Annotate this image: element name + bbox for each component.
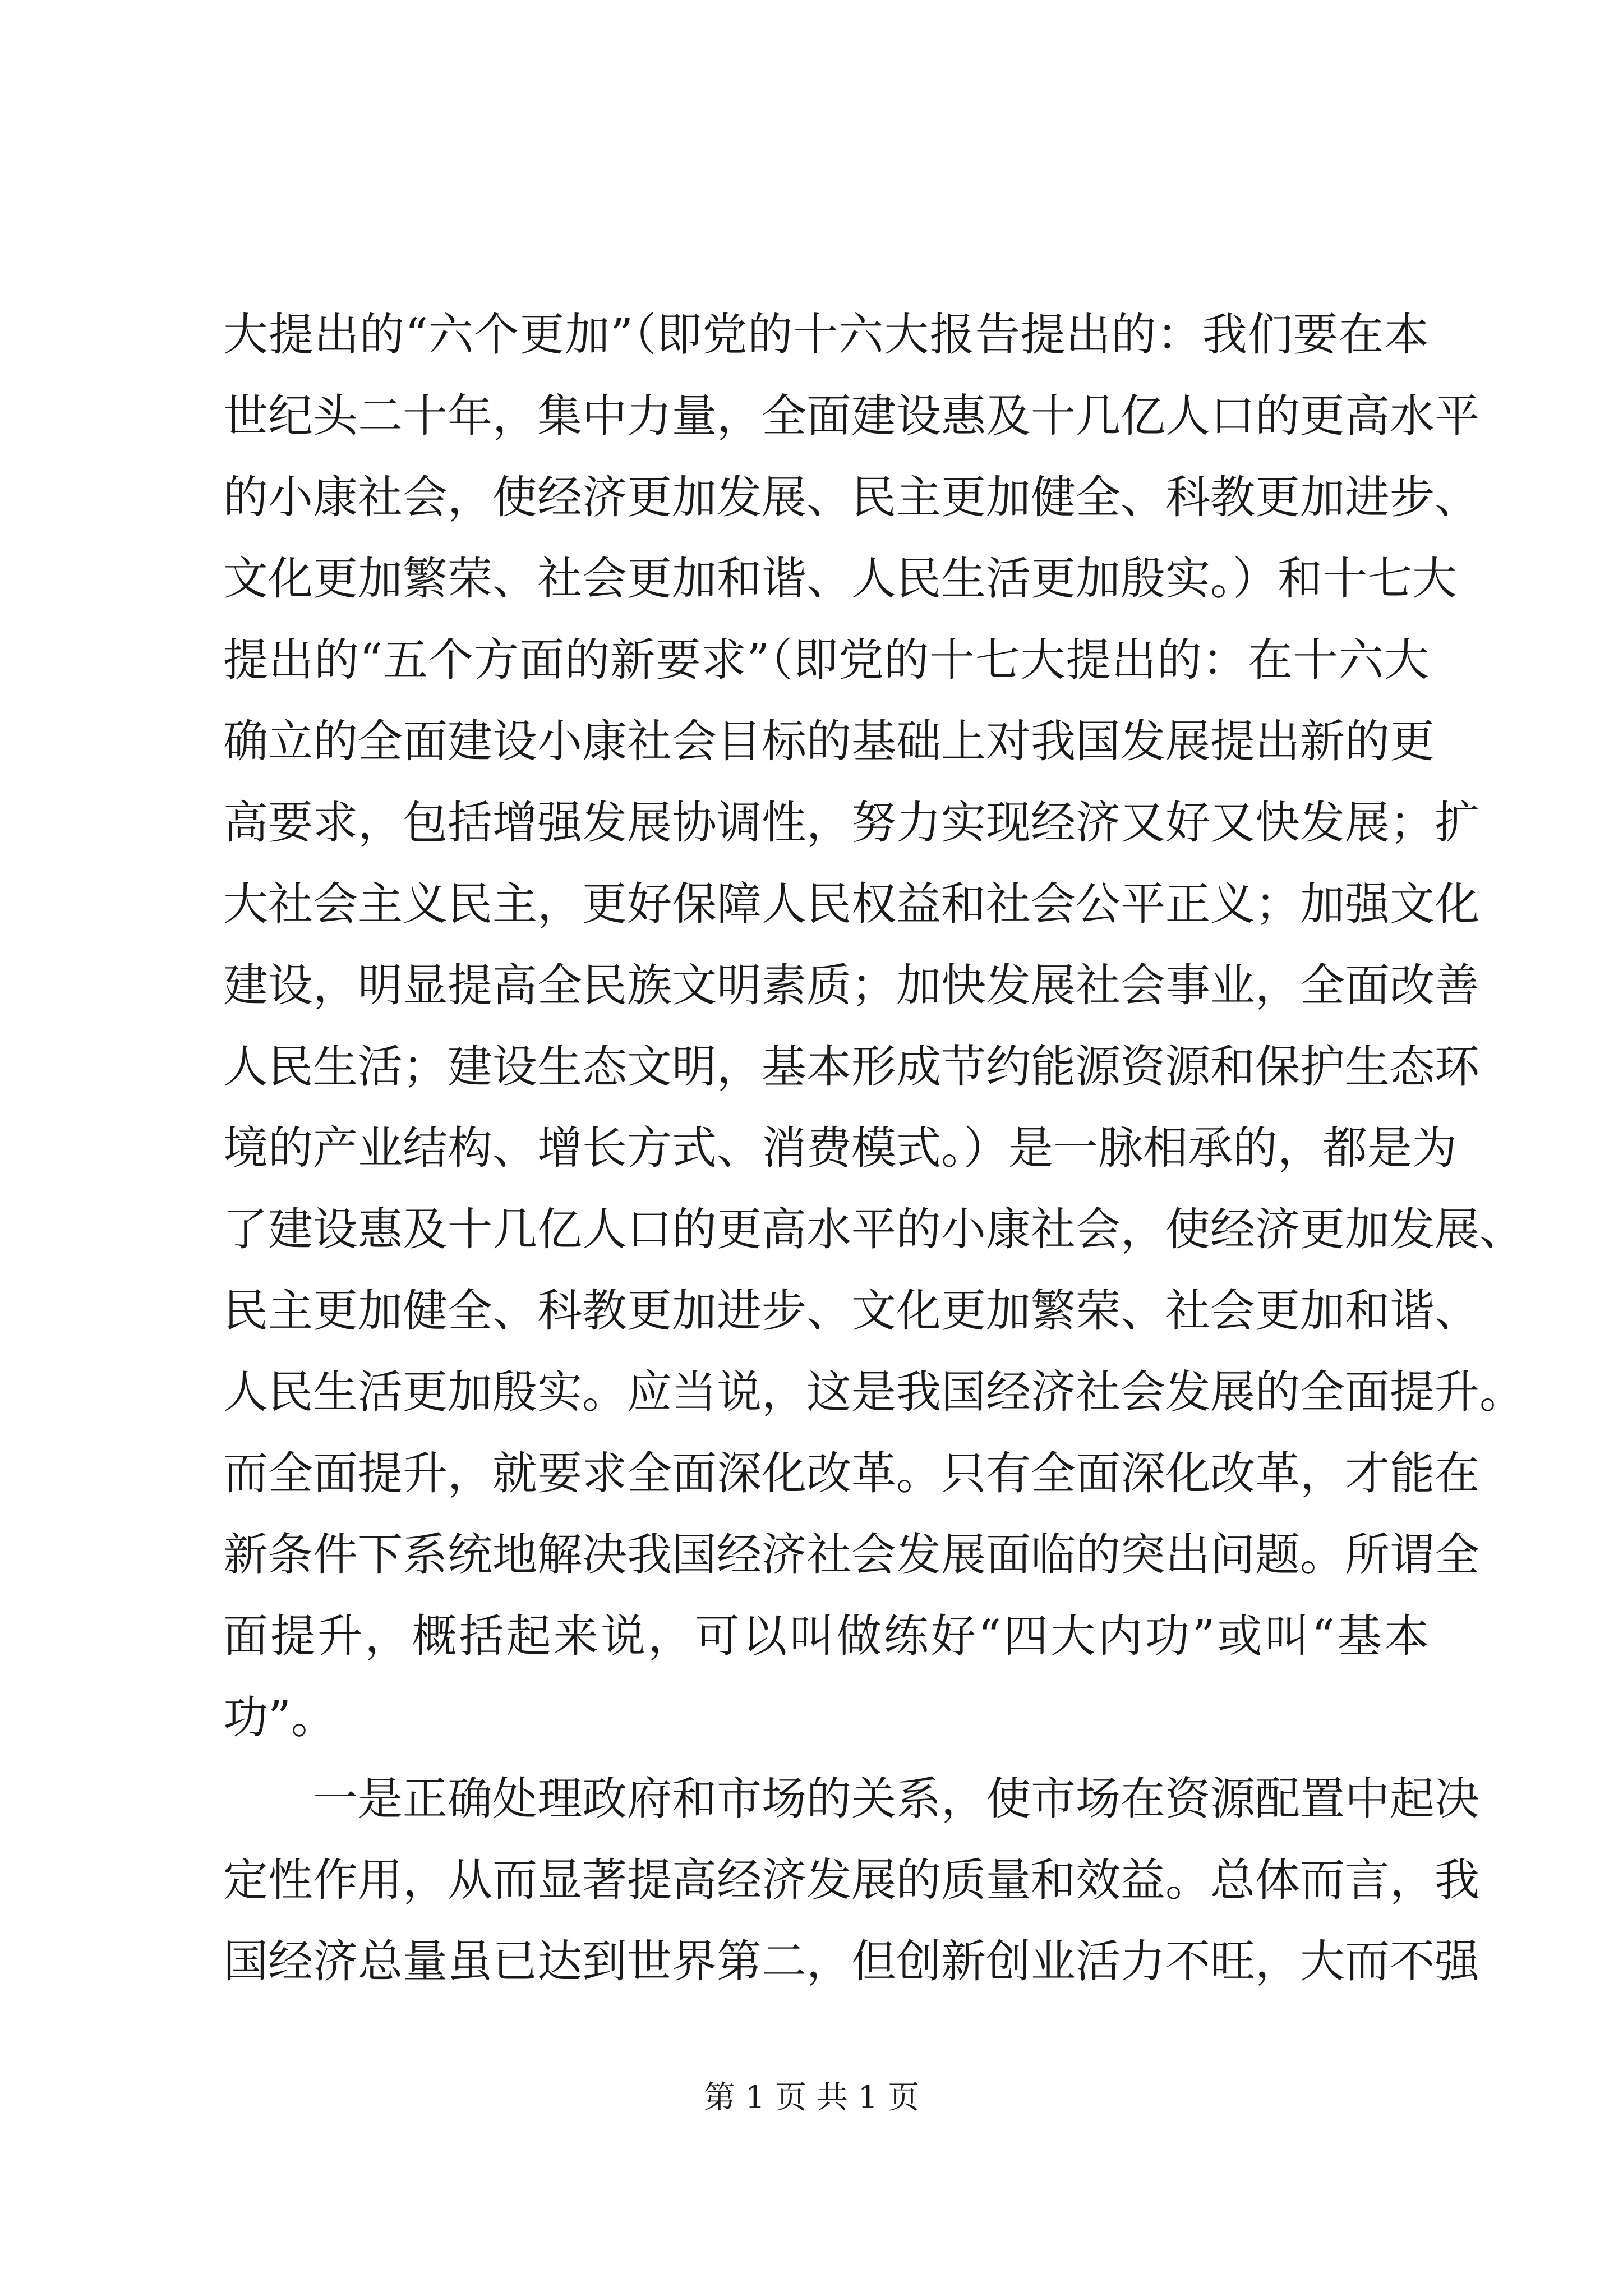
text-line: 国经济总量虽已达到世界第二，但创新创业活力不旺，大而不强 (223, 1935, 1479, 1987)
text-line: 文化更加繁荣、社会更加和谐、人民生活更加殷实。）和十七大 (223, 553, 1457, 605)
text-line: 大社会主义民主，更好保障人民权益和社会公平正义；加强文化 (223, 878, 1479, 930)
text-line: 人民生活更加殷实。应当说，这是我国经济社会发展的全面提升。 (223, 1366, 1524, 1418)
text-line: 而全面提升，就要求全面深化改革。只有全面深化改革，才能在 (223, 1447, 1479, 1499)
page-footer (0, 2076, 1623, 2120)
text-line: 大提出的“六个更加”（即党的十六大报告提出的：我们要在本 (223, 309, 1429, 361)
text-line: 人民生活；建设生态文明，基本形成节约能源资源和保护生态环 (223, 1041, 1479, 1093)
text-line: 新条件下系统地解决我国经济社会发展面临的突出问题。所谓全 (223, 1529, 1479, 1581)
text-line: 确立的全面建设小康社会目标的基础上对我国发展提出新的更 (223, 715, 1435, 767)
page-number-label: 第 1 页 共 1 页 (703, 2079, 920, 2116)
body-text (223, 294, 1524, 2002)
text-line: 的小康社会，使经济更加发展、民主更加健全、科教更加进步、 (223, 471, 1479, 523)
text-line: 高要求，包括增强发展协调性，努力实现经济又好又快发展；扩 (223, 797, 1479, 849)
text-line: 世纪头二十年，集中力量，全面建设惠及十几亿人口的更高水平 (223, 390, 1479, 442)
text-line: 建设，明显提高全民族文明素质；加快发展社会事业，全面改善 (223, 959, 1479, 1011)
text-line: 定性作用，从而显著提高经济发展的质量和效益。总体而言，我 (223, 1854, 1479, 1906)
text-line: 民主更加健全、科教更加进步、文化更加繁荣、社会更加和谐、 (223, 1285, 1479, 1337)
text-line: 了建设惠及十几亿人口的更高水平的小康社会，使经济更加发展、 (223, 1203, 1524, 1255)
text-line: 面提升，概括起来说，可以叫做练好“四大内功”或叫“基本 (223, 1610, 1429, 1662)
text-line: 境的产业结构、增长方式、消费模式。）是一脉相承的，都是为 (223, 1122, 1457, 1174)
text-line: 一是正确处理政府和市场的关系，使市场在资源配置中起决 (313, 1773, 1479, 1825)
text-line: 提出的“五个方面的新要求”（即党的十七大提出的：在十六大 (223, 634, 1429, 686)
text-line: 功”。 (223, 1691, 336, 1743)
